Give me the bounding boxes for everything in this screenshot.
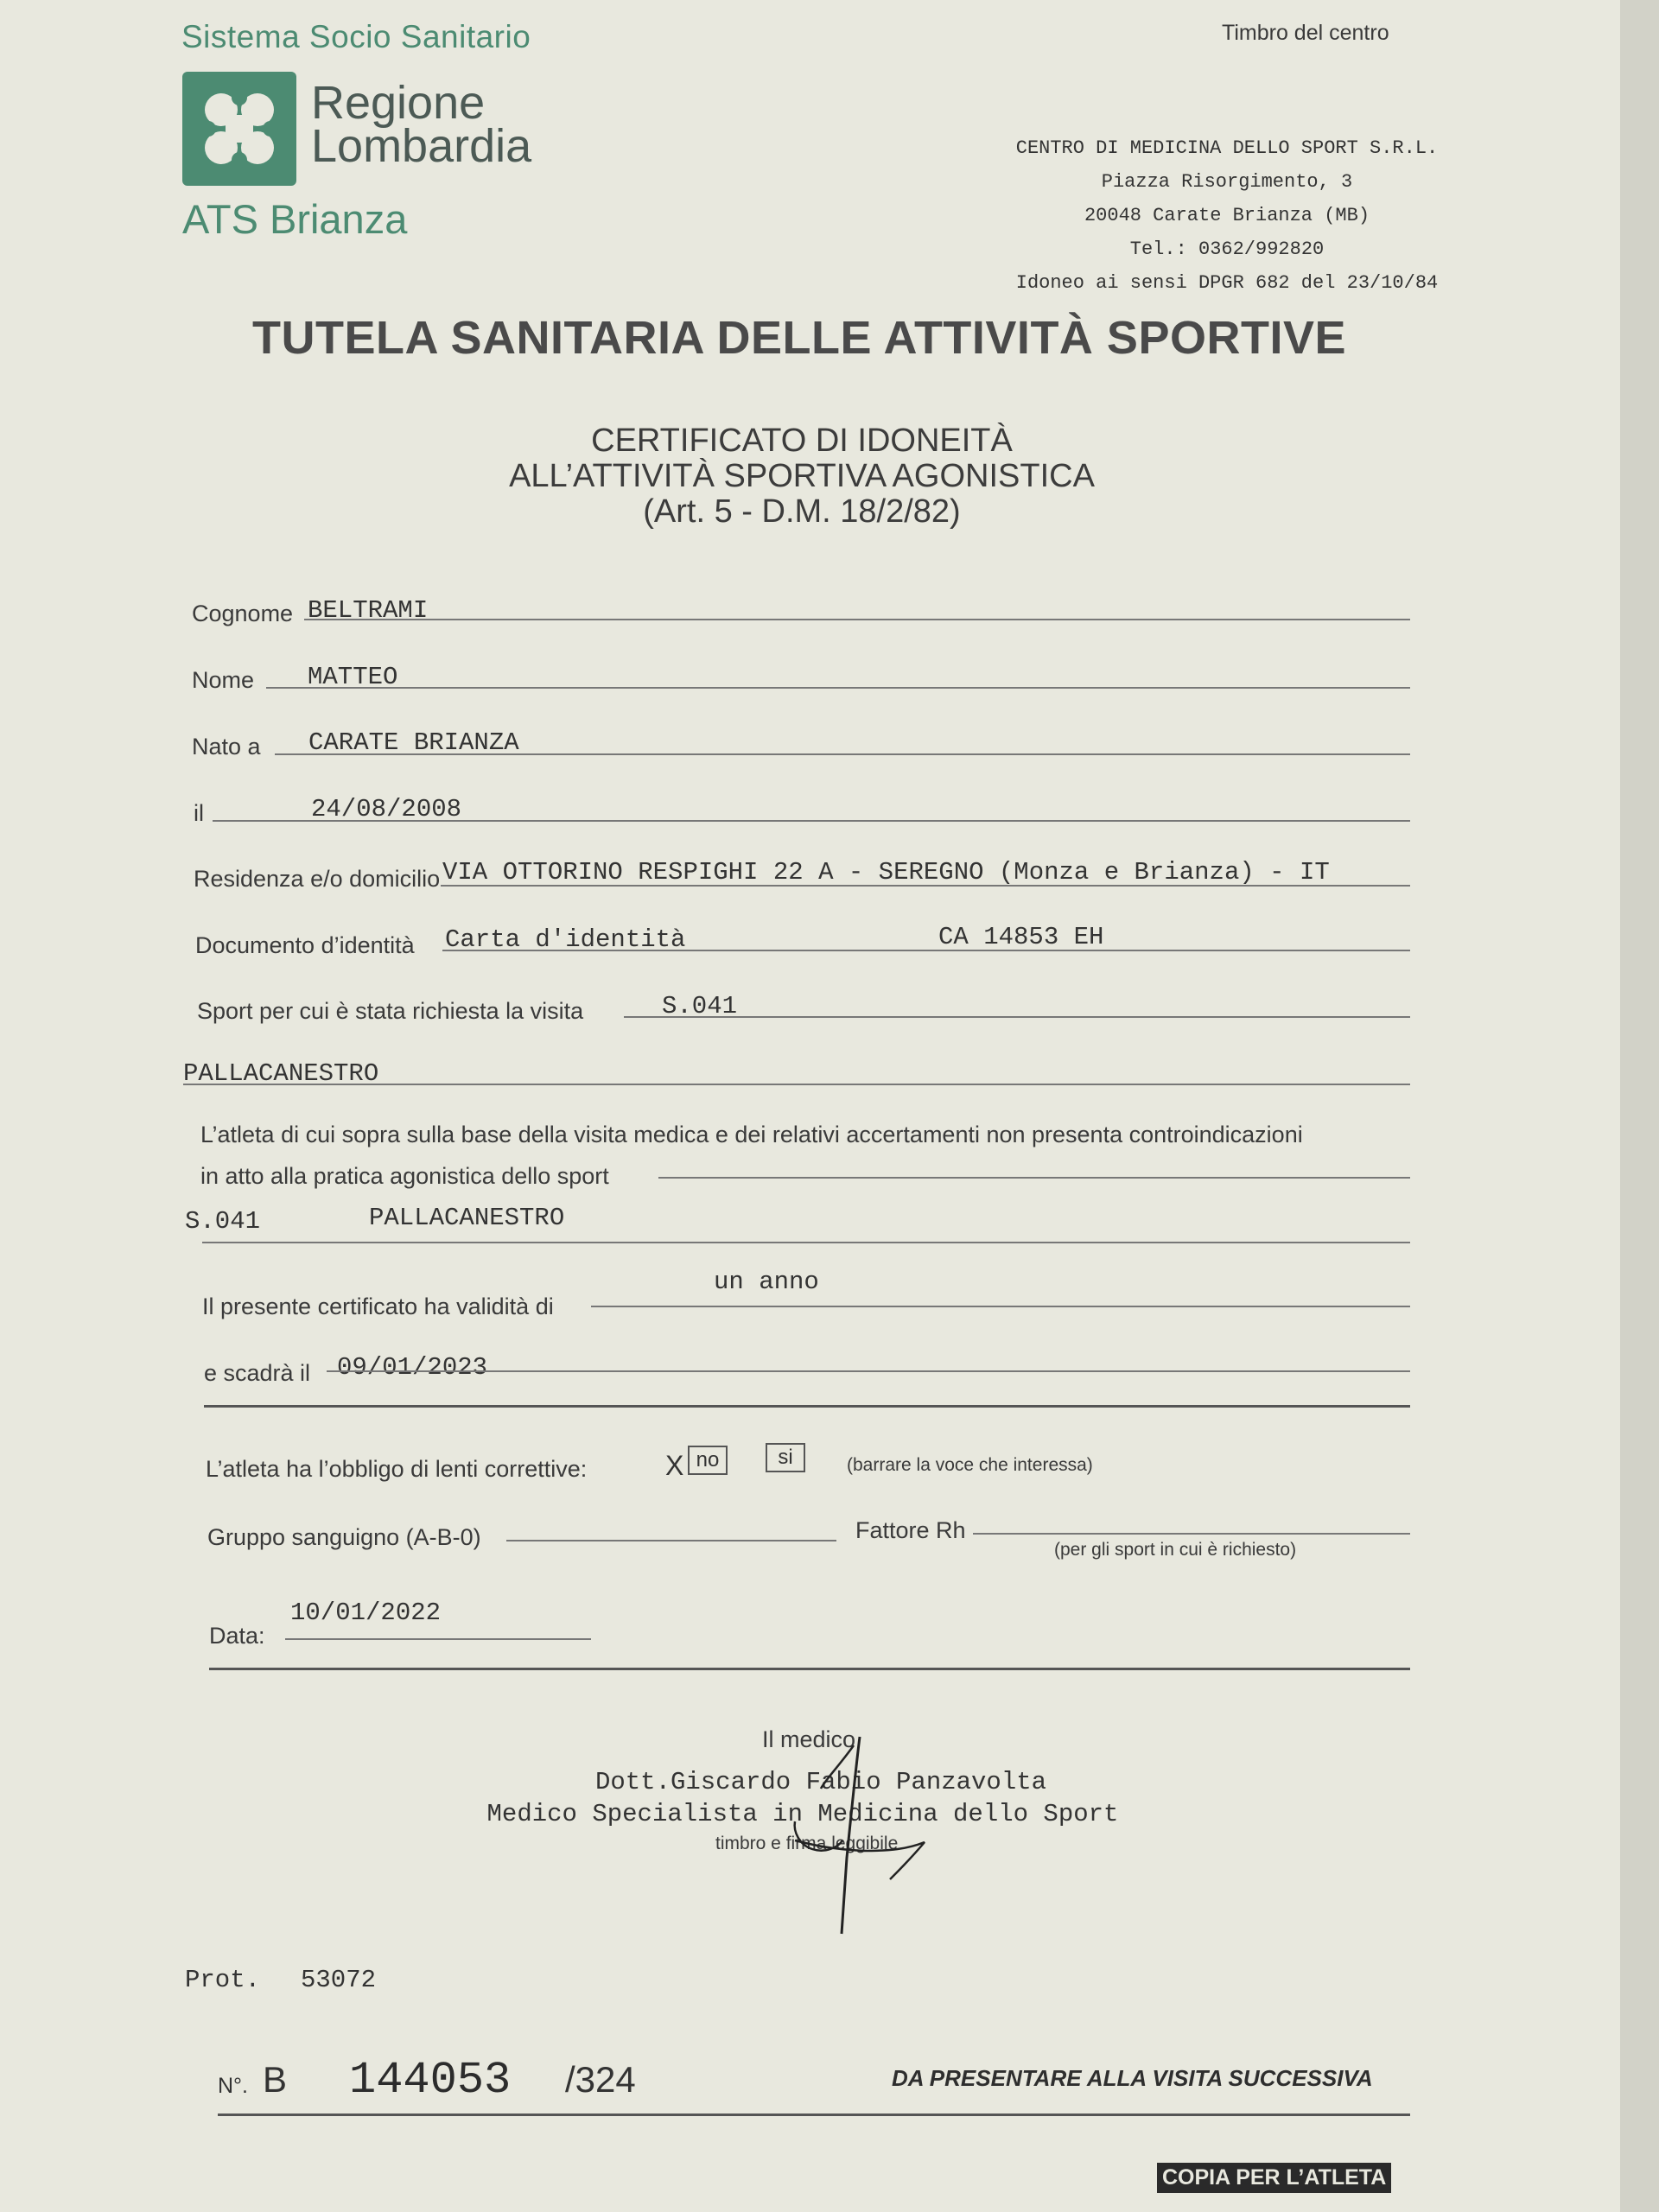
signature-note: timbro e firma leggibile [715, 1834, 899, 1853]
surname-label: Cognome [192, 601, 294, 626]
lenses-note: (barrare la voce che interessa) [847, 1455, 1093, 1475]
center-name: CENTRO DI MEDICINA DELLO SPORT S.R.L. [1015, 137, 1439, 159]
system-name: Sistema Socio Sanitario [181, 19, 531, 54]
doctor-signature [760, 1719, 959, 1944]
surname-line [304, 619, 1410, 620]
section-divider-2 [209, 1668, 1410, 1670]
region-logo-icon [182, 72, 296, 186]
subtitle-line-2: ALL’ATTIVITÀ SPORTIVA AGONISTICA [509, 458, 1095, 494]
name-line [266, 687, 1410, 689]
declaration-line [658, 1177, 1410, 1179]
doctor-title: Medico Specialista in Medicina dello Sport [486, 1800, 1119, 1828]
expiry-line [327, 1370, 1410, 1372]
next-visit-note: DA PRESENTARE ALLA VISITA SUCCESSIVA [892, 2065, 1373, 2091]
subtitle-line-1: CERTIFICATO DI IDONEITÀ [591, 423, 1013, 459]
surname-value: BELTRAMI [308, 596, 429, 625]
name-label: Nome [192, 667, 255, 693]
center-authorization: Idoneo ai sensi DPGR 682 del 23/10/84 [1015, 272, 1439, 294]
birthplace-value: CARATE BRIANZA [308, 728, 519, 757]
birthdate-value: 24/08/2008 [311, 795, 462, 823]
residence-label: Residenza e/o domicilio [194, 866, 441, 892]
validity-line [591, 1306, 1410, 1307]
id-document-type: Carta d'identità [445, 925, 686, 954]
footer-line [218, 2113, 1410, 2116]
form-number-label: N°. [218, 2074, 248, 2098]
declaration-line-2: in atto alla pratica agonistica dello sport [200, 1163, 609, 1189]
center-address: Piazza Risorgimento, 3 [1101, 171, 1353, 193]
rh-factor-line [973, 1533, 1410, 1535]
validity-value: un anno [714, 1268, 819, 1296]
doctor-label: Il medico [762, 1726, 856, 1752]
sport-name-line [183, 1084, 1410, 1085]
lenses-yes-checkbox[interactable]: si [766, 1443, 805, 1472]
declaration-sport-code: S.041 [185, 1207, 261, 1236]
date-line [285, 1638, 591, 1640]
region-line-2: Lombardia [311, 120, 532, 172]
protocol-number: 53072 [301, 1966, 377, 1994]
id-document-number: CA 14853 EH [938, 923, 1104, 951]
subtitle-line-3: (Art. 5 - D.M. 18/2/82) [643, 493, 961, 530]
lenses-no-checkbox[interactable]: no [688, 1446, 728, 1475]
residence-value: VIA OTTORINO RESPIGHI 22 A - SEREGNO (Monza e Brianza) - IT [442, 858, 1330, 887]
stamp-label: Timbro del centro [1222, 21, 1389, 45]
sport-label: Sport per cui è stata richiesta la visita [197, 998, 584, 1024]
blood-note: (per gli sport in cui è richiesto) [1054, 1540, 1297, 1560]
birthplace-label: Nato a [192, 734, 261, 760]
id-document-label: Documento d’identità [195, 932, 415, 958]
declaration-line-1: L’atleta di cui sopra sulla base della visita medica e dei relativi accertamenti non presenta controindicazioni [200, 1122, 1303, 1147]
date-value: 10/01/2022 [290, 1599, 442, 1627]
date-label: Data: [209, 1623, 265, 1649]
doctor-name: Dott.Giscardo Fabio Panzavolta [594, 1768, 1047, 1796]
certificate-subtitle [0, 423, 1604, 530]
region-line-1: Regione [311, 77, 486, 129]
sport-code: S.041 [662, 992, 738, 1020]
blood-group-line [506, 1540, 836, 1541]
expiry-label: e scadrà il [204, 1360, 311, 1386]
page-title: TUTELA SANITARIA DELLE ATTIVITÀ SPORTIVE [252, 312, 1346, 364]
form-series: B [263, 2059, 288, 2100]
form-number: 144053 [349, 2055, 512, 2106]
form-number-suffix: /324 [565, 2059, 636, 2100]
birthplace-line [275, 753, 1410, 755]
declaration-sport-name: PALLACANESTRO [369, 1204, 565, 1232]
rh-factor-label: Fattore Rh [855, 1517, 966, 1543]
lenses-mark: X [665, 1450, 684, 1481]
center-phone: Tel.: 0362/992820 [1129, 238, 1325, 260]
ats-name: ATS Brianza [182, 196, 408, 242]
protocol-label: Prot. [185, 1966, 261, 1994]
birthdate-label: il [194, 800, 204, 826]
sport-name: PALLACANESTRO [183, 1059, 379, 1088]
lenses-label: L’atleta ha l’obbligo di lenti correttive: [206, 1456, 588, 1482]
birthdate-line [213, 820, 1410, 822]
center-city: 20048 Carate Brianza (MB) [1084, 205, 1370, 226]
center-stamp [916, 131, 1538, 300]
validity-label: Il presente certificato ha validità di [202, 1294, 554, 1319]
sport-line [624, 1016, 1410, 1018]
declaration-sport-line [202, 1242, 1410, 1243]
id-document-line [442, 950, 1410, 951]
name-value: MATTEO [308, 663, 398, 691]
expiry-value: 09/01/2023 [337, 1353, 488, 1382]
residence-line [441, 885, 1410, 887]
paper-edge [1620, 0, 1659, 2212]
copy-label-badge: COPIA PER L’ATLETA [1157, 2163, 1391, 2193]
section-divider-1 [204, 1405, 1410, 1408]
blood-group-label: Gruppo sanguigno (A-B-0) [207, 1524, 481, 1550]
region-name [311, 77, 532, 172]
